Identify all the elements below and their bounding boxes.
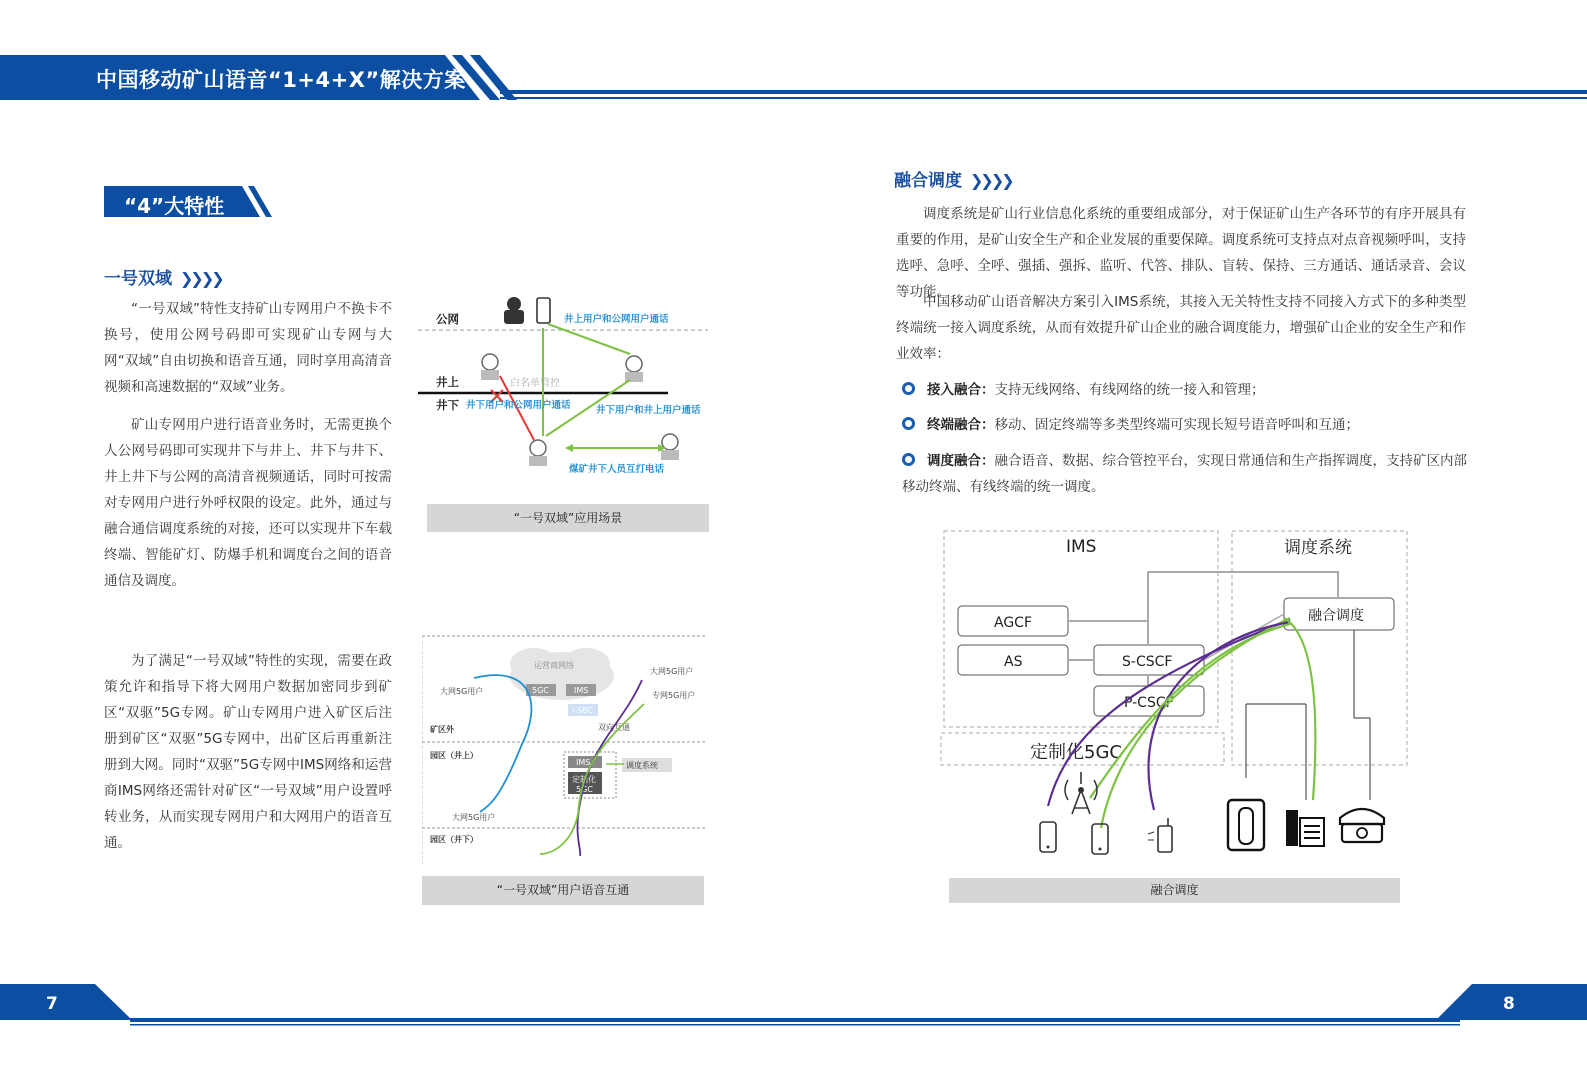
zone-out: 矿区外	[430, 725, 454, 734]
link-above-public: 井上用户和公网用户通话	[564, 314, 669, 325]
walkie-talkie-icon	[1148, 818, 1172, 852]
user-big-2: 大网5G用户	[650, 667, 694, 676]
chevrons-icon: ❯❯❯❯	[180, 269, 222, 288]
paragraph-voice: 矿山专网用户进行语音业务时，无需更换个人公网号码即可实现井下与井上、井下与井下、井上井下与公网的高清音视频通话，同时可按需对专网用户进行外呼权限的设定。此外，通过与融合通信调度系统的对接，还可以实现井下车载终端、智能矿灯、防爆手机和调度台之间的语音通信及调度。	[104, 417, 392, 589]
ims-box-title: IMS	[1066, 537, 1097, 557]
whitelist-label: 白名单管控	[510, 378, 560, 389]
figure2-caption: “一号双域”用户语音互通	[422, 876, 704, 905]
link-below-below: 煤矿井下人员互打电话	[569, 464, 665, 475]
bidir-label: 双向互通	[598, 723, 630, 732]
subsection-title: 一号双域	[104, 269, 172, 289]
scscf-node: S-CSCF	[1122, 654, 1173, 670]
user-big-1: 大网5G用户	[440, 687, 484, 696]
ims-label: IMS	[574, 686, 589, 695]
zone-above: 园区（井上）	[430, 751, 478, 760]
agcf-node: AGCF	[994, 615, 1033, 631]
section-tag: “4”大特性	[124, 194, 225, 218]
core-5gc: 5GC	[576, 785, 593, 794]
landline-phone-icon	[1340, 809, 1384, 842]
link-below-above: 井下用户和井上用户通话	[596, 405, 701, 416]
custom-5gc-label: 定制化5GC	[1030, 742, 1122, 763]
subsection-title: 融合调度	[894, 171, 962, 191]
page-number-right: 8	[1503, 994, 1515, 1014]
miner-icon	[481, 354, 499, 380]
fusion-node: 融合调度	[1308, 608, 1364, 624]
mobile-phone-icon	[1040, 822, 1056, 852]
bullet-terminal: 终端融合：移动、固定终端等多类型终端可实现长短号语音呼叫和互通；	[902, 412, 1468, 438]
figure3-caption: 融合调度	[949, 878, 1400, 903]
document-title: 中国移动矿山语音“1+4+X”解决方案	[96, 68, 466, 92]
miner-icon	[529, 440, 547, 466]
bullet-ring-icon	[902, 417, 915, 430]
isbc-label: I-SBC	[572, 706, 594, 715]
figure1-caption: “一号双域”应用场景	[427, 504, 709, 532]
pcscf-node: P-CSCF	[1124, 695, 1174, 711]
cloud-label: 运营商网络	[534, 661, 574, 670]
chevrons-icon: ❯❯❯❯	[970, 171, 1012, 190]
subsection-heading-fusion	[894, 166, 1012, 191]
dispatch-box-title: 调度系统	[1284, 538, 1352, 558]
phone-icon	[537, 298, 550, 323]
officer-icon	[504, 297, 524, 324]
dispatch-label: 调度系统	[626, 761, 658, 770]
bullet-access: 接入融合：支持无线网络、有线网络的统一接入和管理；	[902, 377, 1468, 403]
core-custom: 定制化	[572, 775, 596, 784]
miner-icon	[625, 356, 643, 382]
zone-below: 园区（井下）	[430, 835, 478, 844]
label-public: 公网	[436, 312, 459, 326]
bullet-ring-icon	[902, 453, 915, 466]
mobile-phone-icon	[1092, 824, 1108, 854]
bullet-dispatch: 调度融合：融合语音、数据、综合管控平台，实现日常通信和生产指挥调度，支持矿区内部移动终端、有线终端的统一调度。	[902, 453, 1467, 495]
sgc-label: 5GC	[532, 686, 549, 695]
page-number-left: 7	[46, 994, 58, 1014]
as-node: AS	[1004, 654, 1023, 670]
one-number-scenario-diagram	[418, 290, 714, 500]
footer-band	[0, 980, 1587, 1030]
paragraph-dispatch: 调度系统是矿山行业信息化系统的重要组成部分，对于保证矿山生产各环节的有序开展具有重要的作用，是矿山安全生产和企业发展的重要保障。调度系统可支持点对点音视频呼叫，支持选呼、急呼、全呼、强插、强拆、监听、代答、排队、盲转、保持、三方通话、通话录音、会议等功能。	[896, 206, 1466, 300]
desk-phone-icon	[1286, 810, 1324, 846]
paragraph-ims: 中国移动矿山语音解决方案引入IMS系统，其接入无关特性支持不同接入方式下的多种类型终端统一接入调度系统，从而有效提升矿山企业的融合调度能力，增强矿山企业的安全生产和作业效率：	[896, 294, 1466, 362]
core-ims: IMS	[576, 758, 591, 767]
user-private: 专网5G用户	[652, 691, 696, 700]
voice-interworking-diagram	[422, 634, 706, 870]
user-big-3: 大网5G用户	[452, 813, 496, 822]
paragraph-intro: “一号双域”特性支持矿山专网用户不换卡不换号，使用公网号码即可实现矿山专网与大网“双域”自由切换和语音互通，同时享用高清音视频和高速数据的“双域”业务。	[104, 301, 392, 395]
fusion-dispatch-diagram	[938, 528, 1412, 862]
subsection-heading-one-number	[104, 264, 222, 289]
bullet-ring-icon	[902, 382, 915, 395]
explosion-proof-phone-icon	[1228, 800, 1264, 850]
paragraph-sync: 为了满足“一号双域”特性的实现，需要在政策允许和指导下将大网用户数据加密同步到矿区“双驱”5G专网。矿山专网用户进入矿区后注册到矿区“双驱”5G专网中，出矿区后再重新注册到大网。同时“双驱”5G专网中IMS网络和运营商IMS网络还需针对矿区“一号双域”用户设置呼转业务，从而实现专网用户和大网用户的语音互通。	[104, 653, 392, 851]
label-below: 井下	[436, 398, 459, 412]
link-below-public: 井下用户和公网用户通话	[466, 400, 571, 411]
label-above: 井上	[436, 375, 459, 389]
